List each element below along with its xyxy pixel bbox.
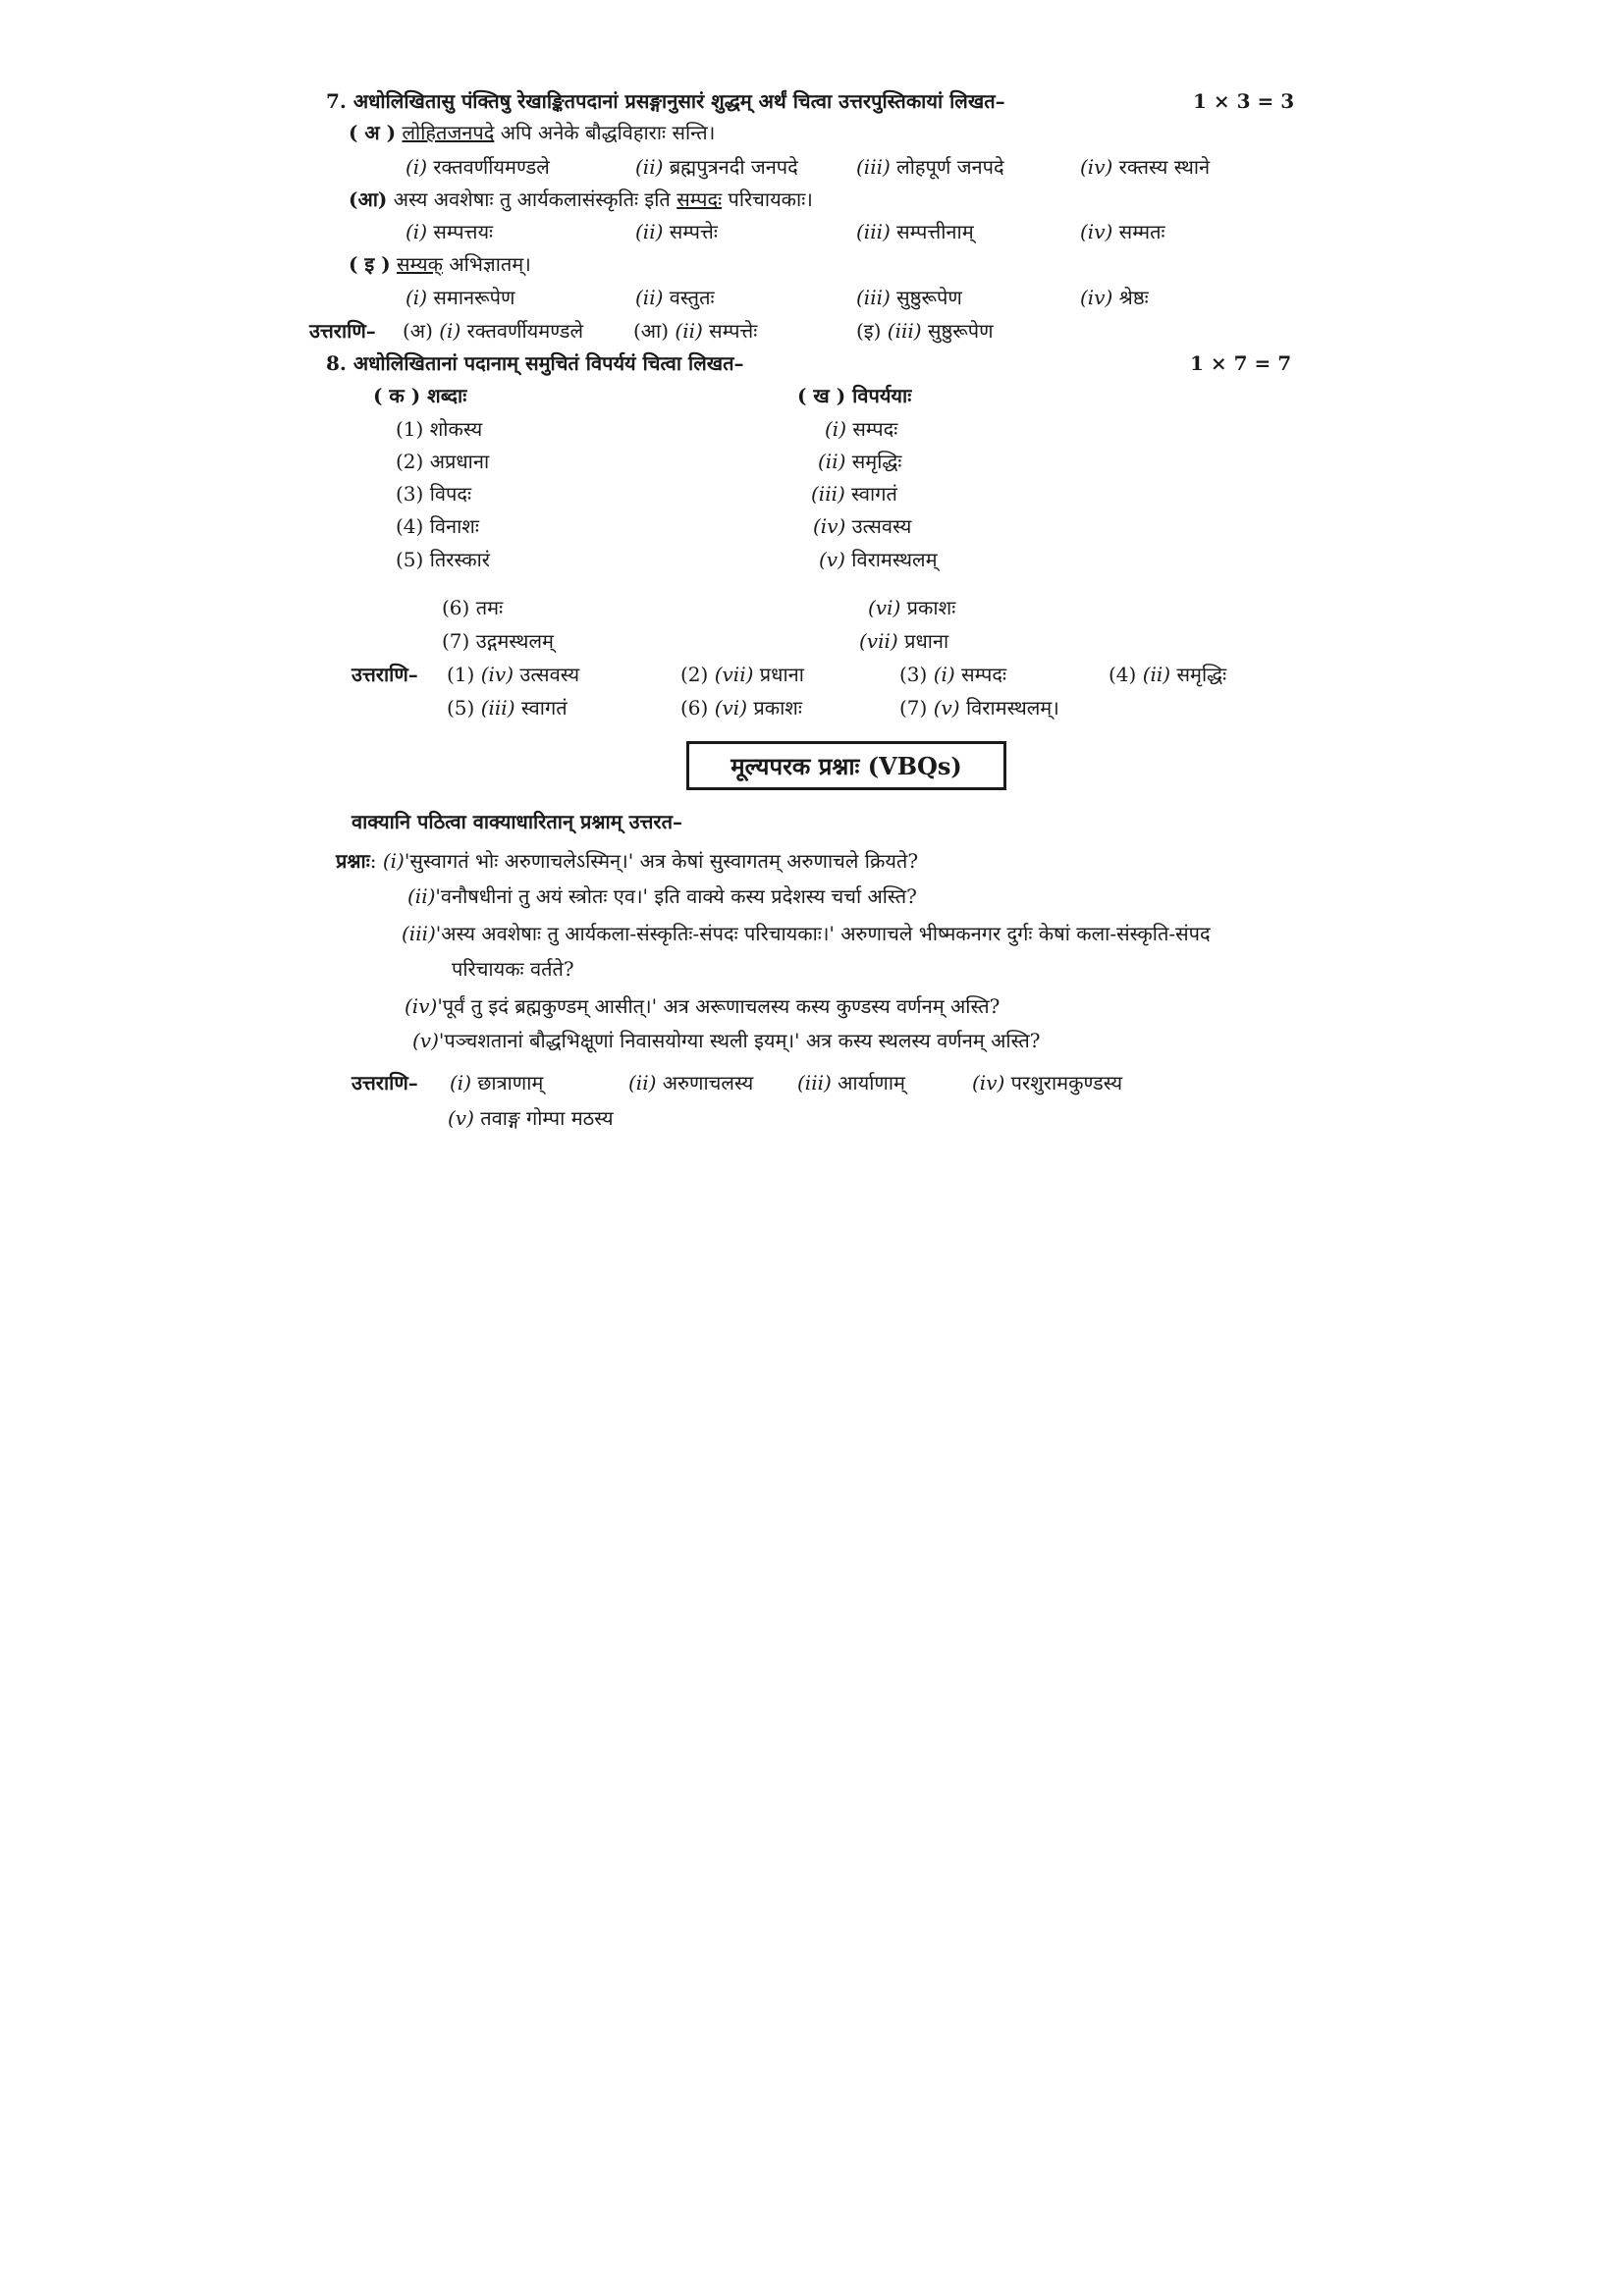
q7-item-aa-post: परिचायकाः। [722,187,813,211]
vbq-answer-3: (iii) आर्याणाम् [797,1071,905,1095]
q8-col-a-heading: ( क ) शब्दाः [373,384,467,407]
q7-item-aa [349,185,813,214]
vbq-question-5: (v)'पञ्चशतानां बौद्धभिक्षूणां निवासयोग्या स्थली इयम्।' अत्र कस्य स्थलस्य वर्णनम् अस्ति? [412,1029,1041,1052]
q8-col-b-heading: ( ख ) विपर्ययाः [797,384,912,407]
q8-opposite-7: (vii) प्रधाना [859,629,949,653]
q7-aa-option-4: (iv) सम्मतः [1080,220,1165,243]
q8-word-3: (3) विपदः [396,482,472,506]
q8-answer-1: (1) (iv) उत्सवस्य [447,663,580,686]
q7-a-option-2: (ii) ब्रह्मपुत्रनदी जनपदे [635,155,798,179]
q7-a-option-1: (i) रक्तवर्णीयमण्डले [406,155,550,179]
q8-word-5: (5) तिरस्कारं [396,548,490,571]
q7-heading: 7. अधोलिखितासु पंक्तिषु रेखाङ्कितपदानां प्रसङ्गानुसारं शुद्धम् अर्थं चित्वा उत्तरपुस्तिकायां लिखत– [326,89,1005,113]
q7-item-i-underlined: सम्यक् [397,252,444,276]
q8-opposite-3: (iii) स्वागतं [811,482,897,506]
vbq-question-2: (ii)'वनौषधीनां तु अयं स्त्रोतः एव।' इति वाक्ये कस्य प्रदेशस्य चर्चा अस्ति? [407,884,917,908]
q8-opposite-2: (ii) समृद्धिः [818,450,902,473]
q8-answer-label: उत्तराणि– [352,663,418,686]
q7-aa-option-2: (ii) सम्पत्तेः [635,220,718,243]
q8-word-4: (4) विनाशः [396,514,479,538]
q7-answer-3: (इ) (iii) सुष्ठुरूपेण [856,319,994,343]
q7-a-option-3: (iii) लोहपूर्ण जनपदे [856,155,1004,179]
q7-answer-1: (अ) (i) रक्तवर्णीयमण्डले [403,319,584,343]
q8-heading: 8. अधोलिखितानां पदानाम् समुचितं विपर्ययं चित्वा लिखत– [326,351,744,375]
q8-answer-2: (2) (vii) प्रधाना [680,663,804,686]
q7-item-a-post: अपि अनेके बौद्धविहाराः सन्ति। [494,121,716,144]
vbq-question-3: (iii)'अस्य अवशेषाः तु आर्यकला-संस्कृतिः-संपदः परिचायकाः।' अरुणाचले भीष्मकनगर दुर्गः केषां कला-संस्कृति-संपद [402,922,1211,945]
q8-word-2: (2) अप्रधाना [396,450,490,473]
q7-item-aa-pre: अस्य अवशेषाः तु आर्यकलासंस्कृतिः इति [393,187,677,211]
q7-answer-label: उत्तराणि– [309,319,376,343]
q7-aa-option-3: (iii) सम्पत्तीनाम् [856,220,974,243]
q8-word-6: (6) तमः [442,596,504,619]
q8-answer-4: (4) (ii) समृद्धिः [1109,663,1227,686]
q8-opposite-4: (iv) उत्सवस्य [813,514,912,538]
q7-item-aa-underlined: सम्पदः [676,187,723,211]
q7-item-a-underlined: लोहितजनपदे [402,121,495,144]
q7-aa-option-1: (i) सम्पत्तयः [406,220,494,243]
q8-answer-6: (6) (vi) प्रकाशः [680,696,802,720]
vbq-answer-2: (ii) अरुणाचलस्य [628,1071,754,1095]
vbq-answer-1: (i) छात्राणाम् [450,1071,544,1095]
vbq-answer-label: उत्तराणि– [352,1071,418,1095]
q8-answer-5: (5) (iii) स्वागतं [447,696,568,720]
q8-opposite-6: (vi) प्रकाशः [868,596,956,619]
q8-opposite-5: (v) विरामस्थलम् [819,548,938,571]
vbq-question-4: (iv)'पूर्वं तु इदं ब्रह्मकुण्डम् आसीत्।' अत्र अरूणाचलस्य कस्य कुण्डस्य वर्णनम् अस्ति? [405,994,1001,1018]
q7-answer-2: (आ) (ii) सम्पत्तेः [633,319,758,343]
q7-i-option-3: (iii) सुष्ठुरूपेण [856,286,962,309]
q8-marks: 1 × 7 = 7 [1190,351,1292,375]
q7-marks: 1 × 3 = 3 [1193,89,1295,113]
q8-word-1: (1) शोकस्य [396,417,483,441]
q7-a-option-4: (iv) रक्तस्य स्थाने [1080,155,1211,179]
q7-i-option-1: (i) समानरूपेण [406,286,515,309]
q8-answer-7: (7) (v) विरामस्थलम्। [899,696,1059,720]
vbq-answer-5: (v) तवाङ्ग गोम्पा मठस्य [448,1106,614,1130]
vbq-question-1: प्रश्नाः: (i)'सुस्वागतं भोः अरुणाचलेऽस्मिन्।' अत्र केषां सुस्वागतम् अरुणाचले क्रियते? [336,849,919,873]
vbq-title-box [686,741,1006,790]
q7-item-i-post: अभिज्ञातम्। [443,252,531,276]
vbq-answer-4: (iv) परशुरामकुण्डस्य [972,1071,1123,1095]
q8-answer-3: (3) (i) सम्पदः [899,663,1006,686]
vbq-instruction: वाक्यानि पठित्वा वाक्याधारितान् प्रश्नाम् उत्तरत– [352,810,682,833]
q7-i-option-2: (ii) वस्तुतः [635,286,715,309]
q7-item-aa-label: (आ) [349,187,388,211]
q7-item-a [349,118,715,147]
q7-i-option-4: (iv) श्रेष्ठः [1080,286,1149,309]
q7-item-i-label: ( इ ) [349,252,391,276]
vbq-title: मूल्यपरक प्रश्नाः (VBQs) [730,751,962,780]
q7-item-a-label: ( अ ) [349,121,397,144]
q7-item-i [349,249,531,279]
q8-word-7: (7) उद्गमस्थलम् [442,629,554,653]
q8-opposite-1: (i) सम्पदः [825,417,898,441]
vbq-question-3-continued: परिचायकः वर्तते? [452,957,574,981]
